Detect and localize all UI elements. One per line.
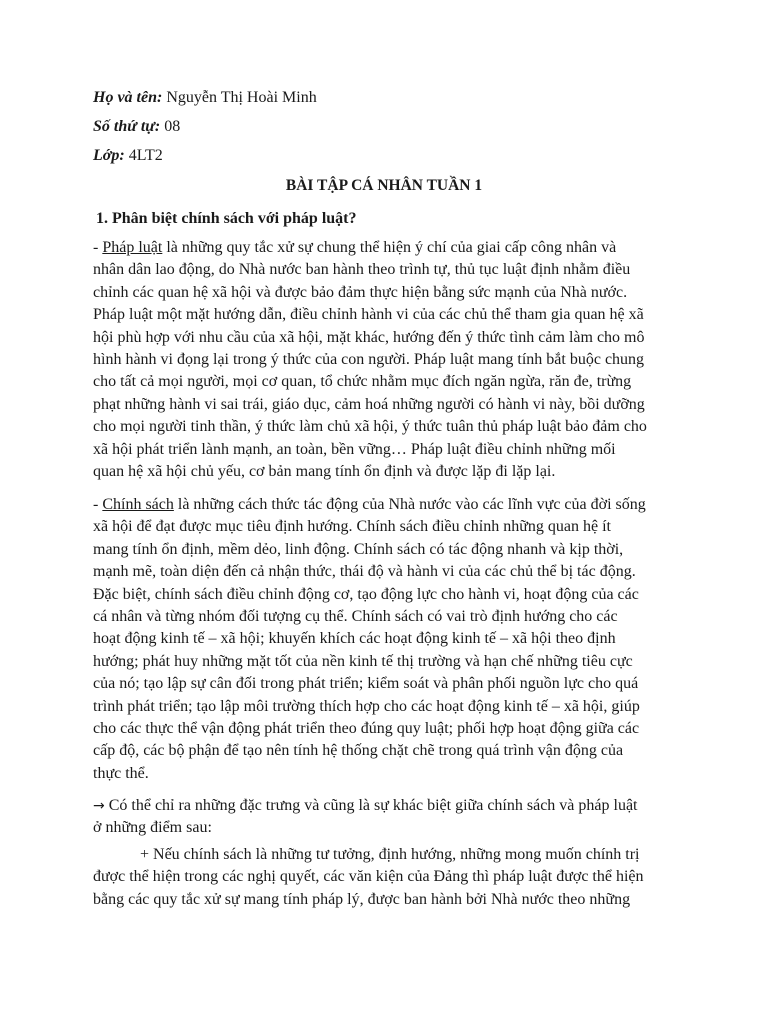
paragraph-phap-luat	[93, 237, 683, 483]
document-title: BÀI TẬP CÁ NHÂN TUẦN 1	[285, 177, 483, 194]
paragraph-line: xã hội để đạt được mục tiêu định hướng. Chính sách điều chỉnh những quan hệ ít	[93, 518, 611, 536]
term-chinh-sach: Chính sách	[102, 496, 174, 513]
right-arrow-icon: →	[93, 798, 105, 814]
paragraph-line	[93, 795, 683, 817]
paragraph-line: cho tất cả mọi người, mọi cơ quan, tổ chức nhằm mục đích ngăn ngừa, răn đe, trừng	[93, 373, 632, 391]
paragraph-line: được thể hiện trong các nghị quyết, các văn kiện của Đảng thì pháp luật được thể hiện	[93, 868, 644, 886]
paragraph-line: cho các thực thể vận động phát triển theo đúng quy luật; phối hợp hoạt động giữa các	[93, 720, 640, 738]
number-line	[93, 117, 180, 137]
paragraph-line: xã hội phát triển lành mạnh, an toàn, bền vững… Pháp luật điều chỉnh những mối	[93, 440, 616, 458]
dash-prefix: -	[93, 239, 103, 256]
name-value: Nguyễn Thị Hoài Minh	[166, 89, 317, 106]
line-text: là những cách thức tác động của Nhà nước vào các lĩnh vực của đời sống	[173, 496, 646, 513]
paragraph-line: + Nếu chính sách là những tư tưởng, định hướng, những mong muốn chính trị	[140, 846, 640, 863]
paragraph-line: thực thể.	[93, 764, 149, 782]
paragraph-line: chỉnh các quan hệ xã hội và được bảo đảm thực hiện bằng sức mạnh của Nhà nước.	[93, 283, 628, 301]
paragraph-line: quan hệ xã hội chủ yếu, cơ bản mang tính ổn định và được lặp đi lặp lại.	[93, 463, 556, 481]
paragraph-line: nhân dân lao động, do Nhà nước ban hành theo trình tự, thủ tục luật định nhằm điều	[93, 261, 631, 279]
paragraph-line: mang tính ổn định, mềm dẻo, linh động. Chính sách có tác động nhanh và kịp thời,	[93, 540, 624, 558]
paragraph-line: cấp độ, các bộ phận để tạo nên tính hệ thống chặt chẽ trong quá trình vận động của	[93, 742, 624, 760]
paragraph-line: phạt những hành vi sai trái, giáo dục, cảm hoá những người có hành vi này, bồi dưỡng	[93, 395, 645, 413]
paragraph-line: hình hành vi đọng lại trong ý thức của con người. Pháp luật mang tính bắt buộc chung	[93, 351, 645, 369]
class-value: 4LT2	[128, 147, 163, 164]
paragraph-line	[93, 494, 683, 516]
dash-prefix: -	[93, 496, 103, 513]
paragraph-line: bằng các quy tắc xử sự mang tính pháp lý, được ban hành bởi Nhà nước theo những	[93, 890, 631, 908]
line-text: Có thể chỉ ra những đặc trưng và cũng là sự khác biệt giữa chính sách và pháp luật	[104, 797, 638, 814]
paragraph-line: trình phát triển; tạo lập môi trường thích hợp cho các hoạt động kinh tế – xã hội, giúp	[93, 697, 640, 715]
name-label: Họ và tên:	[93, 89, 163, 106]
paragraph-chinh-sach	[93, 494, 683, 785]
paragraph-line: hoạt động kinh tế – xã hội; khuyến khích các hoạt động kinh tế – xã hội theo định	[93, 630, 616, 648]
name-line	[93, 88, 317, 108]
paragraph-point-1	[93, 844, 683, 911]
paragraph-line: cá nhân và từng nhóm đối tượng cụ thể. Chính sách có vai trò định hướng cho các	[93, 608, 618, 626]
class-line	[93, 146, 163, 166]
number-label: Số thứ tự:	[93, 118, 161, 135]
line-text: là những quy tắc xử sự chung thể hiện ý chí của giai cấp công nhân và	[162, 239, 617, 256]
paragraph-line: Đặc biệt, chính sách điều chỉnh động cơ, tạo động lực cho hành vi, hoạt động của các	[93, 585, 639, 603]
question-heading: 1. Phân biệt chính sách với pháp luật?	[96, 210, 357, 227]
paragraph-line: Pháp luật một mặt hướng dẫn, điều chỉnh hành vi của các chủ thể tham gia quan hệ xã	[93, 306, 644, 324]
paragraph-line: mạnh mẽ, toàn diện đến cả nhận thức, thái độ và hành vi của các chủ thể bị tác động.	[93, 563, 636, 581]
paragraph-line: cho mọi người tinh thần, ý thức làm chủ xã hội, ý thức tuân thủ pháp luật bảo đảm cho	[93, 418, 647, 436]
paragraph-line: của nó; tạo lập sự cân đối trong phát triển; kiểm soát và phân phối nguồn lực cho quá	[93, 675, 639, 693]
paragraph-conclusion	[93, 795, 683, 840]
paragraph-line	[93, 237, 683, 259]
paragraph-line: hội phù hợp với nhu cầu của xã hội, mặt khác, hướng đến ý thức tình cảm làm cho mô	[93, 328, 645, 346]
paragraph-line: ở những điểm sau:	[93, 819, 212, 837]
term-phap-luat: Pháp luật	[102, 239, 163, 256]
class-label: Lớp:	[93, 147, 125, 164]
number-value: 08	[164, 118, 181, 135]
paragraph-line: hướng; phát huy những mặt tốt của nền kinh tế thị trường và hạn chế những tiêu cực	[93, 652, 633, 670]
